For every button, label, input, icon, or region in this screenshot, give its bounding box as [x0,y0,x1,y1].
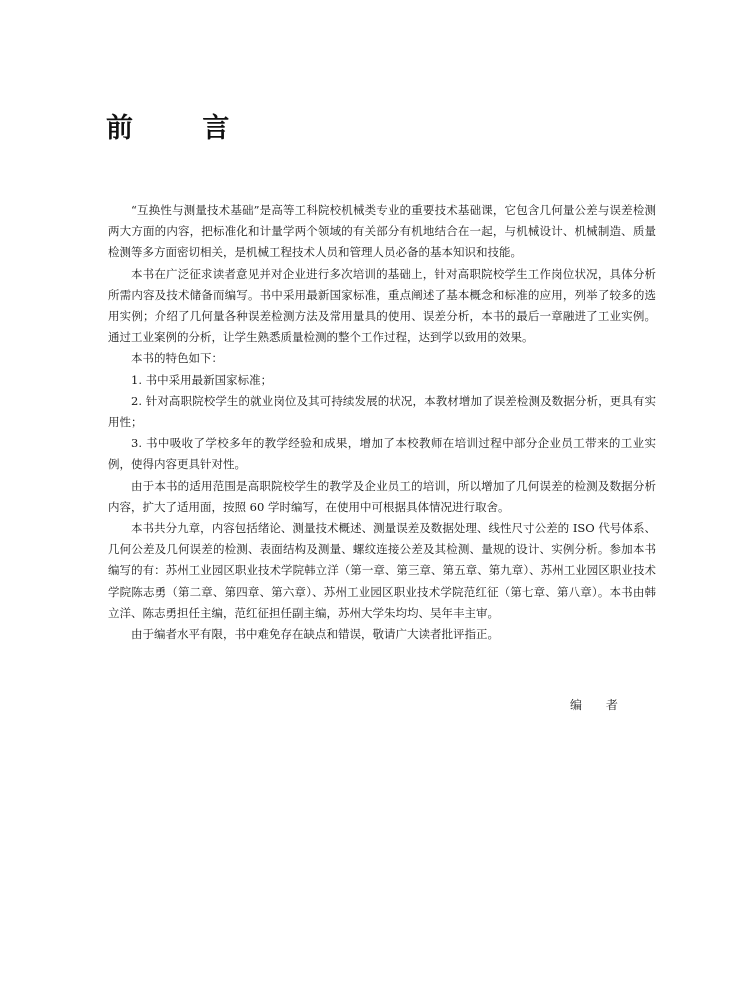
signature: 编 者 [570,698,628,712]
paragraph-closing: 由于编者水平有限，书中难免存在缺点和错误，敬请广大读者批评指正。 [131,627,499,642]
paragraph-contents-authors: 本书共分九章，内容包括绪论、测量技术概述、测量误差及数据处理、线性尺寸公差的 ISO 代号体系、几何公差及几何误差的检测、表面结构及测量、螺纹连接公差及其检测、量规的设计、实例分析。参加本书编写的有：苏州工业园区职业技术学院韩立洋（第一章、第三章、第五章、第九章）、苏州工业园区职业技术学院陈志勇（第二章、第四章、第六章）、苏州工业园区职业技术学院范红征（第七章、第八章）。本书由韩立洋、陈志勇担任主编，范红征担任副主编，苏州大学朱均均、吴年丰主审。 [108,521,656,620]
paragraph-features-heading: 本书的特色如下： [131,351,223,366]
paragraph-background: 本书在广泛征求读者意见并对企业进行多次培训的基础上，针对高职院校学生工作岗位状况，具体分析所需内容及技术储备而编写。书中采用最新国家标准，重点阐述了基本概念和标准的应用，列举了较多的选用实例；介绍了几何量各种误差检测方法及常用量具的使用、误差分析，本书的最后一章融进了工业实例。通过工业案例的分析，让学生熟悉质量检测的整个工作过程，达到学以致用的效果。 [108,266,656,345]
list-item-feature-3: 3. 书中吸收了学校多年的教学经验和成果，增加了本校教师在培训过程中部分企业员工带来的工业实例，使得内容更具针对性。 [108,436,656,472]
page-title: 前 言 [106,113,260,144]
paragraph-intro: “互换性与测量技术基础”是高等工科院校机械类专业的重要技术基础课，它包含几何量公差与误差检测两大方面的内容，把标准化和计量学两个领域的有关部分有机地结合在一起，与机械设计、机械制造、质量检测等多方面密切相关，是机械工程技术人员和管理人员必备的基本知识和技能。 [108,203,656,260]
preface-body [108,200,656,645]
paragraph-scope: 由于本书的适用范围是高职院校学生的教学及企业员工的培训，所以增加了几何误差的检测及数据分析内容，扩大了适用面，按照 60 学时编写，在使用中可根据具体情况进行取舍。 [108,478,656,514]
list-item-feature-2: 2. 针对高职院校学生的就业岗位及其可持续发展的状况，本教材增加了误差检测及数据分析，更具有实用性； [108,393,656,430]
list-item-feature-1: 1. 书中采用最新国家标准； [131,372,273,387]
